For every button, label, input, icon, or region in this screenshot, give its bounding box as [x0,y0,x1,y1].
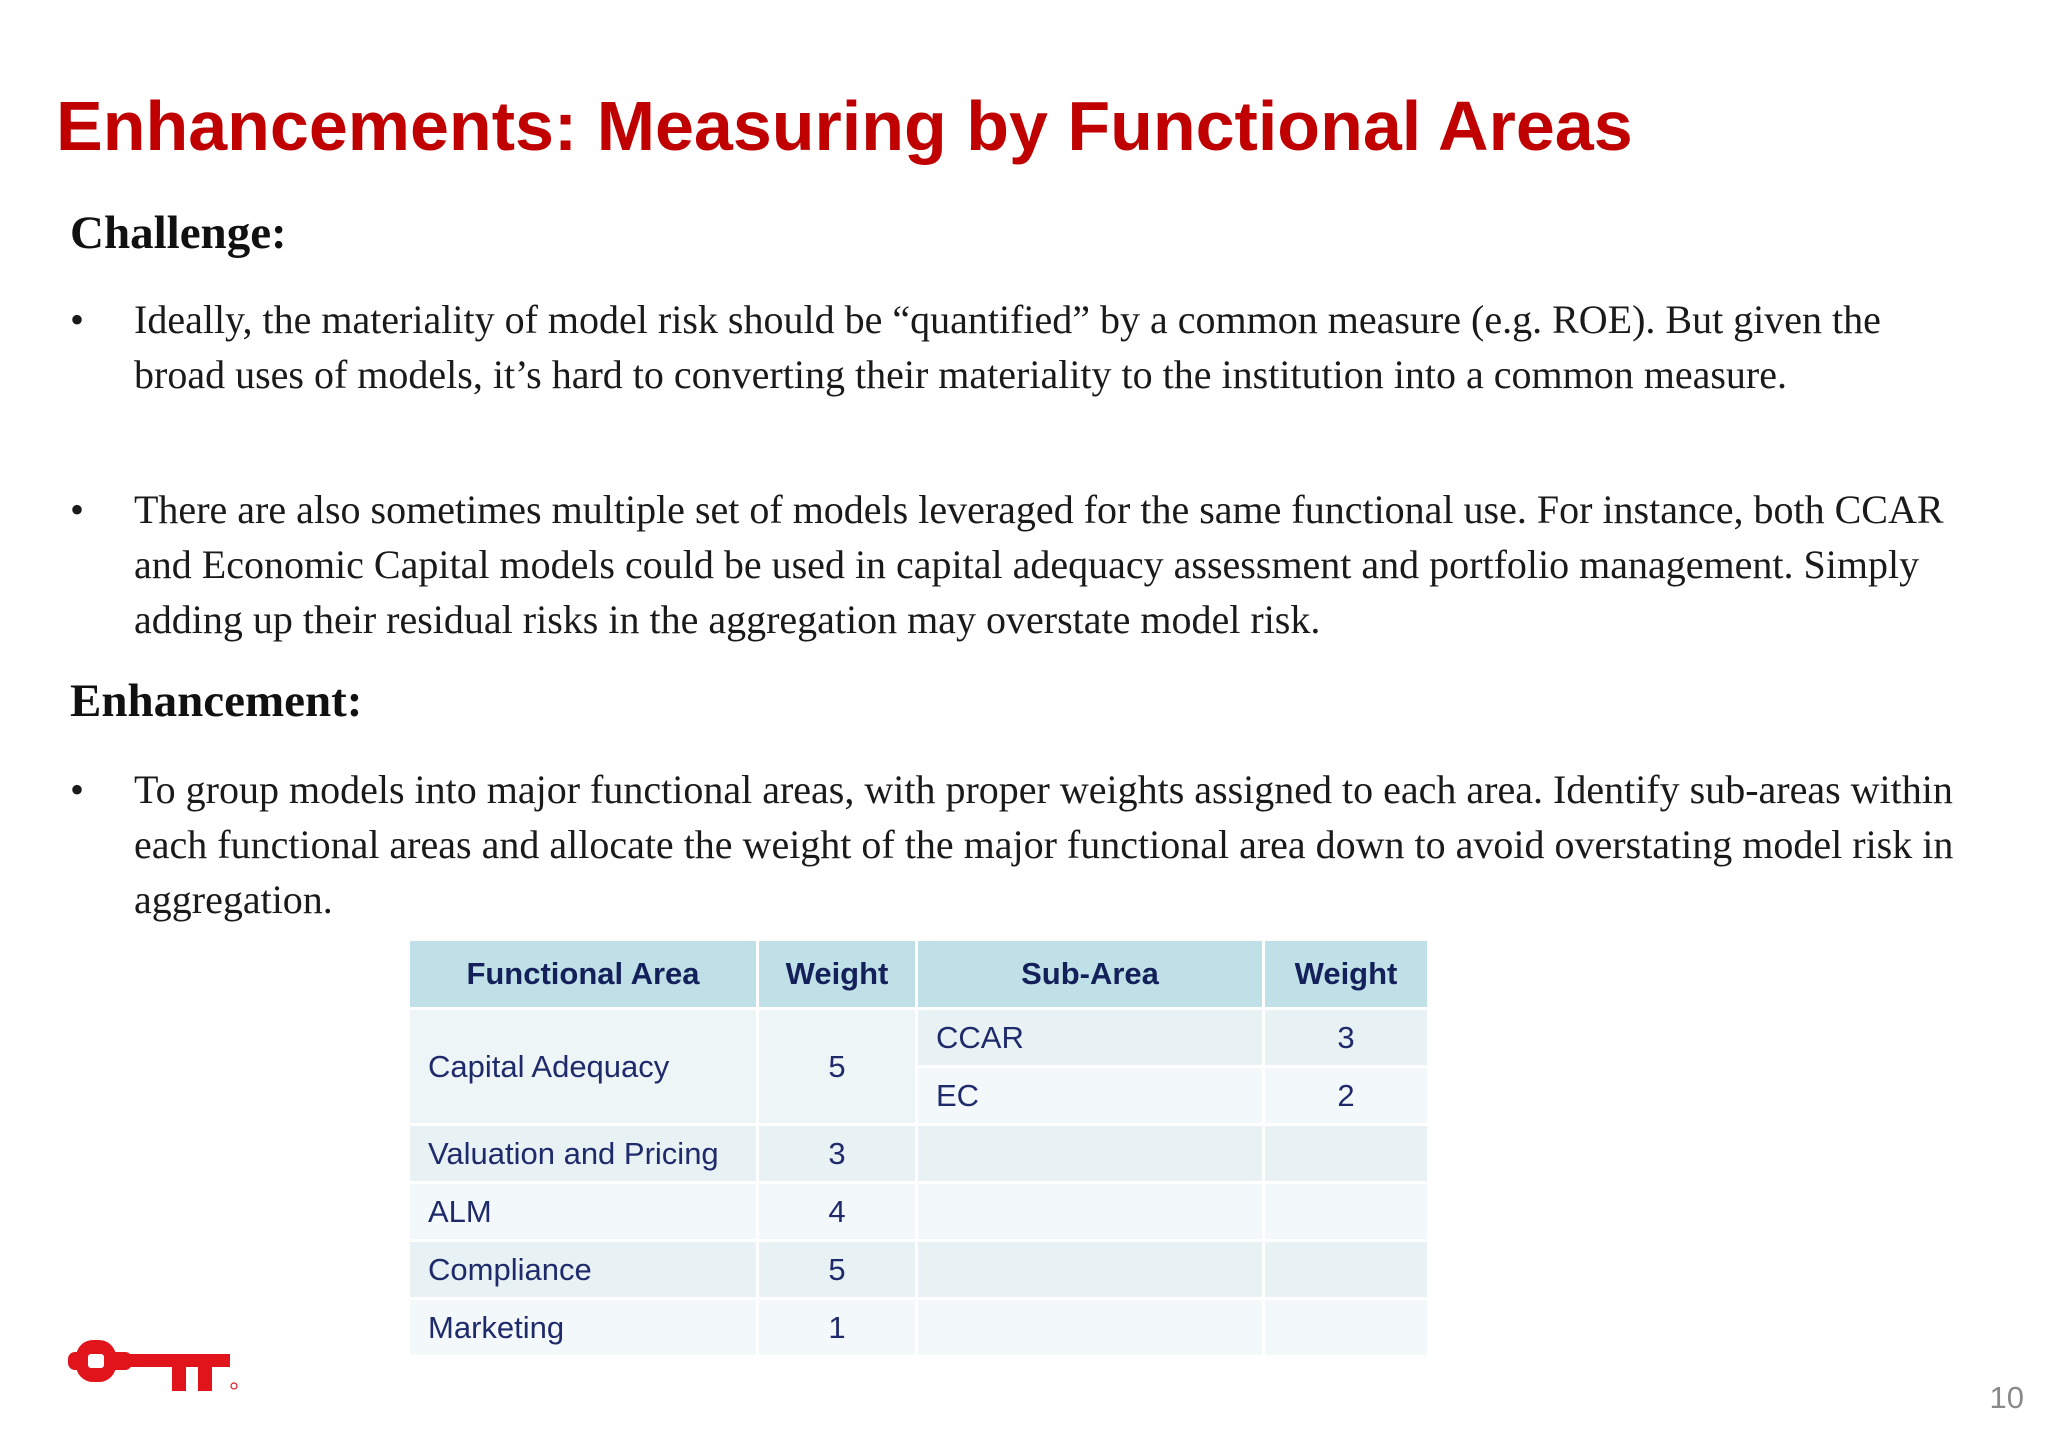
functional-area-table [407,938,1430,1358]
cell-weight: 5 [759,1010,915,1123]
bullet-icon: • [70,297,85,342]
cell-sub-weight-empty [1265,1184,1427,1239]
cell-area: Marketing [410,1300,756,1355]
cell-area: Valuation and Pricing [410,1126,756,1181]
cell-area: Capital Adequacy [410,1010,756,1123]
cell-sub-weight-empty [1265,1126,1427,1181]
cell-sub-area: EC [918,1068,1262,1123]
cell-sub-area-empty [918,1300,1262,1355]
cell-sub-area-empty [918,1126,1262,1181]
cell-sub-area-empty [918,1242,1262,1297]
table-row [410,1184,1427,1239]
bullet-icon: • [70,767,85,812]
page-number: 10 [1989,1380,2024,1415]
cell-weight: 1 [759,1300,915,1355]
cell-sub-area-empty [918,1184,1262,1239]
header-sub-weight: Weight [1265,941,1427,1007]
cell-sub-area: CCAR [918,1010,1262,1065]
cell-area: Compliance [410,1242,756,1297]
enhancement-bullet-1 [70,762,1980,932]
header-weight: Weight [759,941,915,1007]
enhancement-heading: Enhancement: [70,675,363,727]
cell-sub-weight: 2 [1265,1068,1427,1123]
bullet-text: To group models into major functional areas, with proper weights assigned to each area. Identify sub-areas within each functional areas and allocate the weight of the major functional area down to avoid overstating model risk in aggregation. [134,767,1954,922]
table-row [410,1126,1427,1181]
challenge-bullet-1 [70,292,1980,462]
cell-sub-weight: 3 [1265,1010,1427,1065]
table-row [410,1300,1427,1355]
bullet-text: Ideally, the materiality of model risk should be “quantified” by a common measure (e.g. ROE). But given the broad uses of models, it’s hard to converting their materiality to the institution into a common measure. [134,297,1881,397]
cell-sub-weight-empty [1265,1242,1427,1297]
bullet-icon: • [70,487,85,532]
slide-title: Enhancements: Measuring by Functional Areas [56,87,1633,165]
cell-weight: 5 [759,1242,915,1297]
cell-weight: 4 [759,1184,915,1239]
cell-area: ALM [410,1184,756,1239]
cell-sub-weight-empty [1265,1300,1427,1355]
header-functional-area: Functional Area [410,941,756,1007]
table-row [410,1242,1427,1297]
bullet-text: There are also sometimes multiple set of models leveraged for the same functional use. For instance, both CCAR and Economic Capital models could be used in capital adequacy assessment and portfolio management. Simply adding up their residual risks in the aggregation may overstate model risk. [134,487,1944,642]
key-logo-icon [68,1326,240,1396]
table-header-row [410,941,1427,1007]
challenge-bullet-2 [70,482,1980,652]
header-sub-area: Sub-Area [918,941,1262,1007]
table-row [410,1010,1427,1065]
challenge-heading: Challenge: [70,207,287,259]
cell-weight: 3 [759,1126,915,1181]
